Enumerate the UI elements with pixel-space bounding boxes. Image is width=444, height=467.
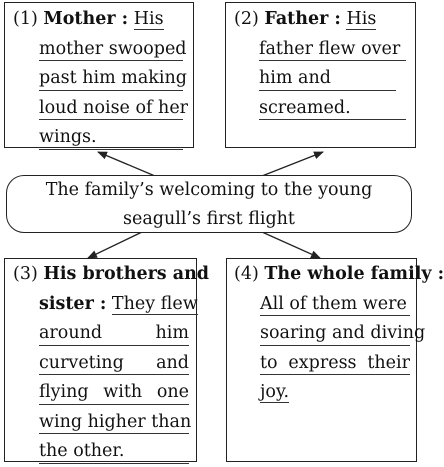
siblings-text-3: curveting and xyxy=(39,349,189,379)
family-line-1 xyxy=(234,260,444,290)
father-line-1 xyxy=(234,5,406,35)
siblings-line-1 xyxy=(13,260,210,290)
family-text-4: joy. xyxy=(260,382,290,402)
arrow-to-family xyxy=(262,232,320,258)
father-text xyxy=(234,5,406,123)
father-text-3: him and xyxy=(259,64,396,94)
family-text xyxy=(234,260,444,408)
mother-text-1: His xyxy=(133,9,164,29)
mother-heading: Mother : xyxy=(43,9,129,29)
family-text-3: to express their xyxy=(260,349,410,379)
center-box xyxy=(6,175,412,233)
mother-line-1 xyxy=(13,5,183,35)
siblings-text xyxy=(13,260,210,467)
center-line-2: seagull’s first flight xyxy=(123,209,295,229)
siblings-text-2: around him xyxy=(39,319,189,349)
mother-text-2: mother swooped xyxy=(39,35,183,65)
siblings-heading-2: sister : xyxy=(39,293,107,314)
mother-text-4: loud noise of her xyxy=(39,94,183,124)
father-number: (2) xyxy=(234,9,259,29)
family-text-2: soaring and diving xyxy=(260,319,410,349)
father-text-2: father flew over xyxy=(259,35,406,65)
siblings-line-2 xyxy=(39,290,198,320)
family-text-1: All of them were xyxy=(260,290,410,320)
mother-text-5: wings. xyxy=(39,123,183,153)
father-text-4: screamed. xyxy=(259,94,406,124)
mother-text xyxy=(13,5,189,153)
family-line-5 xyxy=(260,378,410,408)
family-heading: The whole family : xyxy=(264,264,444,284)
siblings-heading-1: His brothers and xyxy=(43,264,210,284)
family-number: (4) xyxy=(234,264,259,284)
mother-number: (1) xyxy=(13,9,38,29)
siblings-text-6: the other. xyxy=(39,437,189,467)
siblings-text-4: flying with one xyxy=(39,378,189,408)
siblings-text-1: They flew xyxy=(111,293,198,314)
arrow-to-mother xyxy=(98,152,155,176)
father-heading: Father : xyxy=(264,9,341,29)
siblings-number: (3) xyxy=(13,264,38,284)
arrow-to-siblings xyxy=(88,232,142,258)
center-line-1: The family’s welcoming to the young xyxy=(45,180,373,200)
arrow-to-father xyxy=(262,152,323,176)
father-text-1: His xyxy=(346,9,377,29)
siblings-text-5: wing higher than xyxy=(39,408,189,438)
mother-text-3: past him making xyxy=(39,64,183,94)
